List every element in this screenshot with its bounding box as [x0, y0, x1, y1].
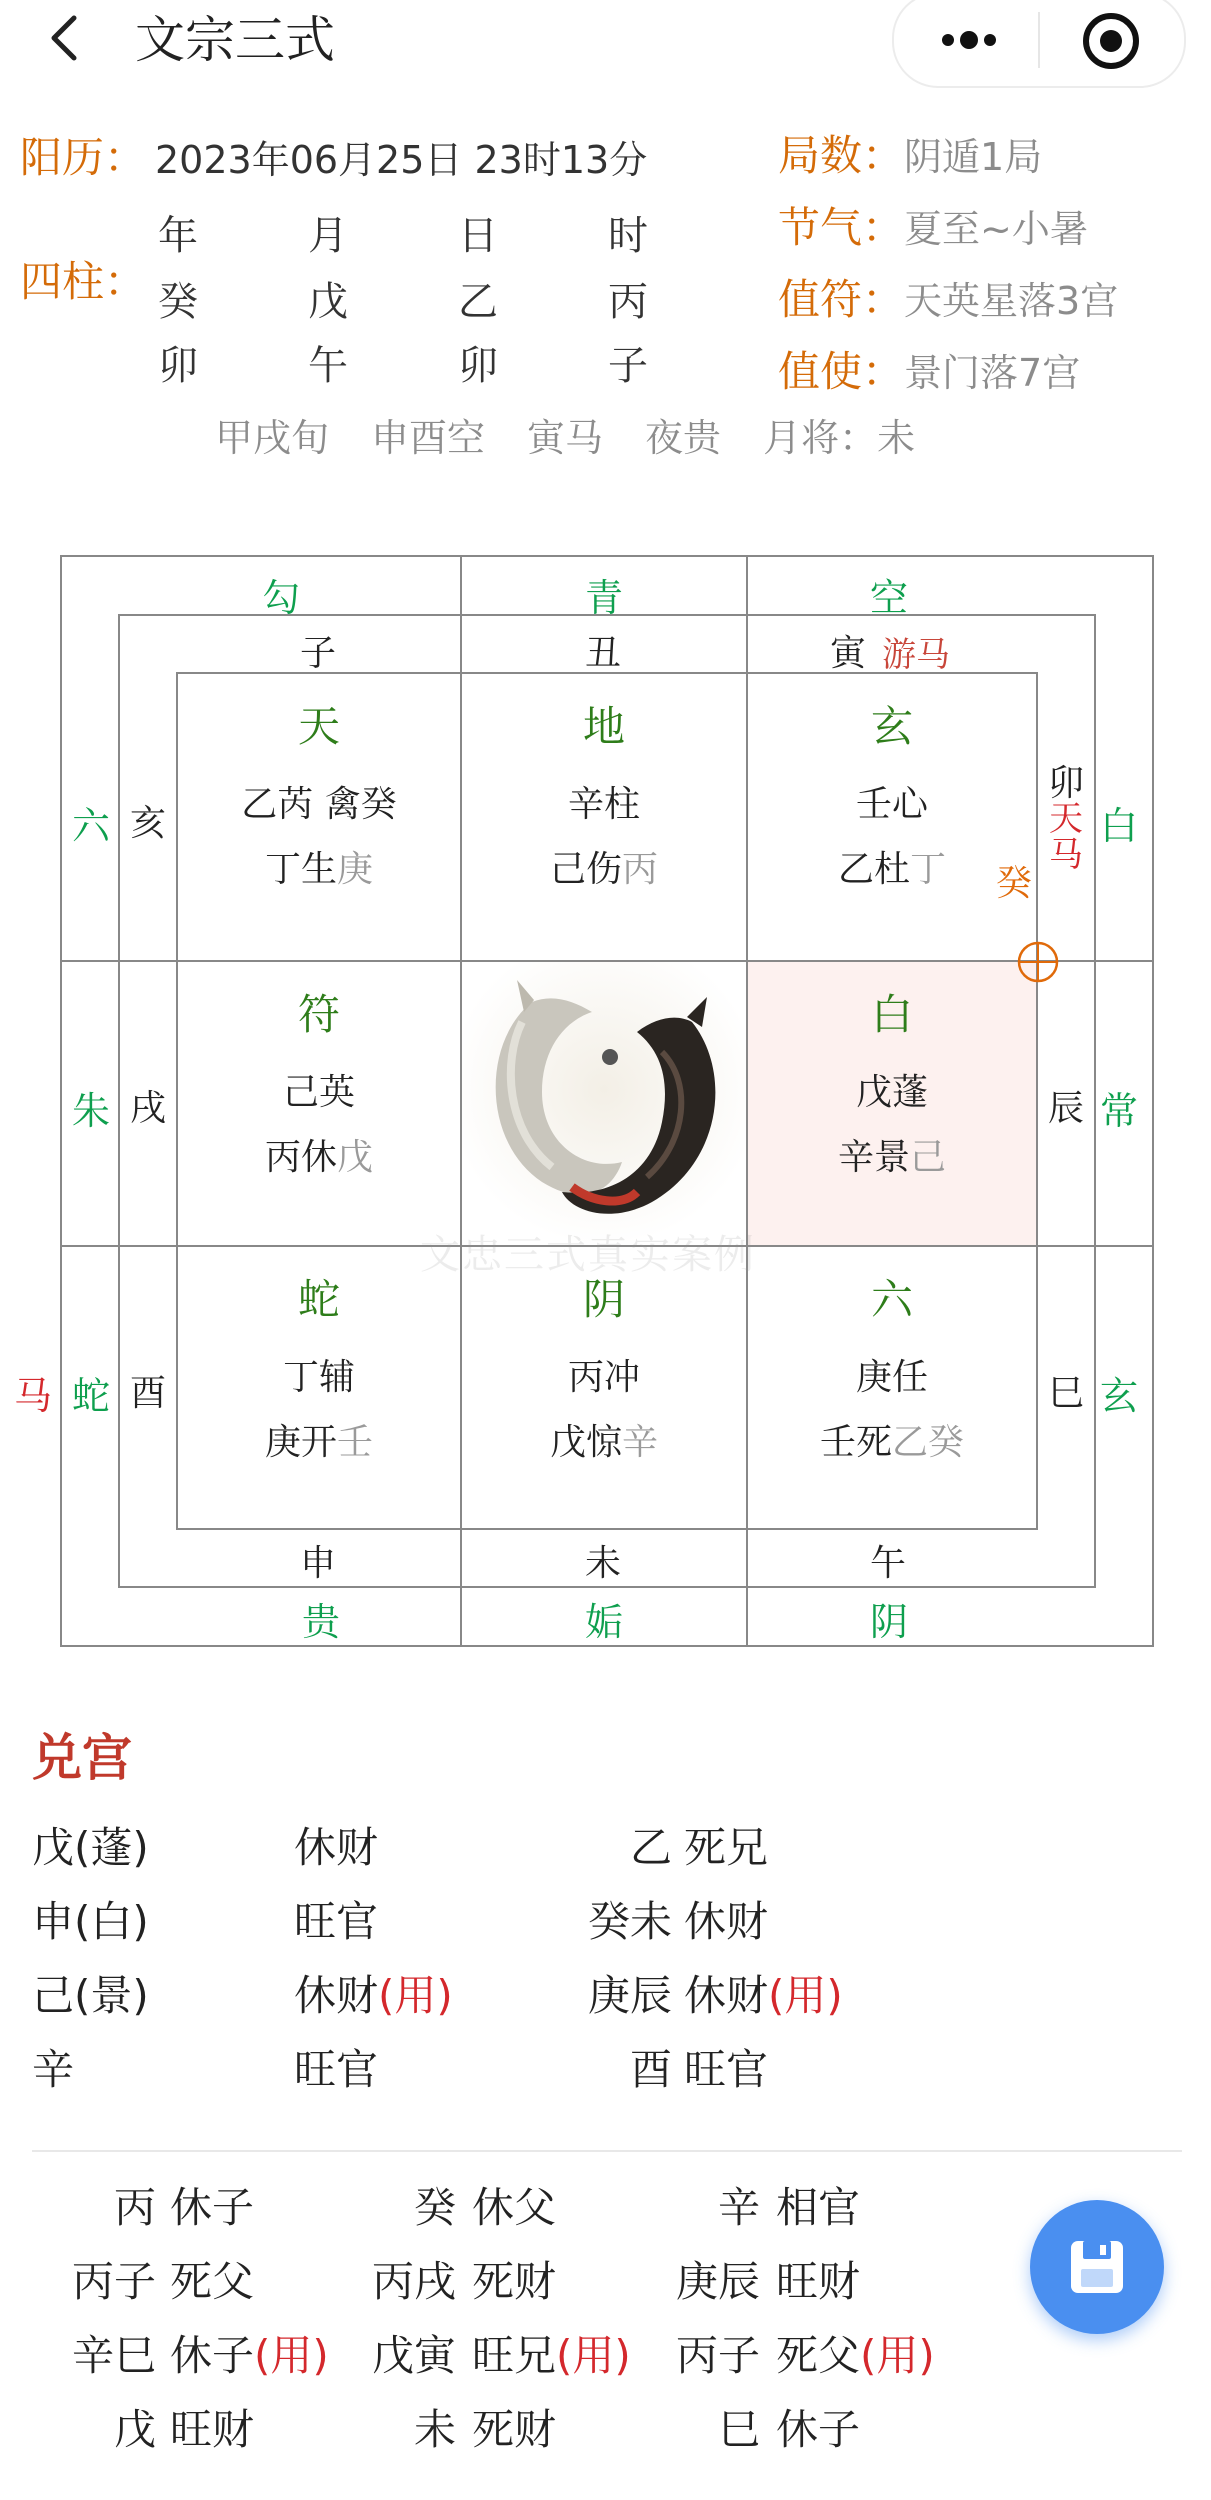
palace-row [32, 1968, 932, 2042]
palace-row-key2: 乙 [629, 1823, 672, 1872]
palace-line: 己伤丙 [549, 849, 659, 890]
palace-cell[interactable] [178, 674, 460, 960]
outer-right-god: 常 [1100, 1089, 1139, 1133]
xun-item: 申酉空 [371, 416, 486, 460]
relations-row [0, 2254, 1000, 2328]
pillar-branch: 卯 [158, 343, 198, 389]
more-button[interactable] [934, 18, 1004, 62]
relation-key: 辛巳 [71, 2331, 156, 2380]
palace-line: 乙芮 禽癸 [241, 784, 397, 825]
palace-cell[interactable] [462, 674, 746, 960]
zhifu-label: 值符： [778, 275, 905, 324]
branch-bottom: 未 [585, 1543, 622, 1584]
palace-row-val: 旺官 [294, 2045, 379, 2094]
palace-cell[interactable] [748, 1247, 1036, 1530]
xun-row [215, 410, 915, 466]
pillar-header: 月 [308, 213, 348, 259]
palace-row [32, 1894, 932, 1968]
palace-detail-table [32, 1820, 932, 2116]
horse-marker: 马 [14, 1374, 53, 1418]
watermark: 文忠三式真实案例 [420, 1232, 756, 1278]
solar-label: 阳历： [20, 133, 147, 182]
palace-line: 庚开壬 [264, 1422, 374, 1463]
xun-item: 甲戌旬 [215, 416, 330, 460]
xun-item: 寅马 [527, 416, 604, 460]
jieqi-value: 夏至~小暑 [904, 207, 1088, 251]
palace-title: 兑宫 [32, 1729, 132, 1787]
relation-key: 未 [413, 2405, 456, 2454]
zhifu-row [778, 272, 1118, 329]
divider [746, 1530, 748, 1647]
palace-god: 白 [870, 990, 913, 1039]
palace-line: 辛柱 [567, 784, 640, 825]
branch-left: 酉 [130, 1373, 167, 1414]
center-koi-image [462, 962, 746, 1245]
you-ma-label: 游马 [882, 635, 950, 675]
palace-row-key2: 癸未 [587, 1897, 672, 1946]
relations-table [0, 2180, 1000, 2476]
relation-val: 休父 [472, 2183, 557, 2232]
pillar-header: 时 [608, 213, 648, 259]
divider [460, 555, 462, 672]
relation-key: 庚辰 [675, 2257, 760, 2306]
palace-row [32, 2042, 932, 2116]
palace-line: 丁生庚 [264, 849, 374, 890]
outer-bottom-god: 阴 [870, 1600, 909, 1644]
xun-item: 夜贵 [645, 416, 722, 460]
palace-line: 丁辅 [282, 1357, 355, 1398]
pillar-header: 年 [158, 213, 198, 259]
pillar-stem: 癸 [158, 279, 198, 325]
palace-god: 玄 [870, 702, 913, 751]
outer-top-god: 青 [585, 576, 624, 620]
gui-marker: 癸 [996, 863, 1033, 904]
relation-key: 丙 [113, 2183, 156, 2232]
zhishi-value: 景门落7宫 [904, 351, 1081, 395]
page-title: 文宗三式 [135, 11, 335, 69]
palace-god: 阴 [582, 1275, 625, 1324]
relation-key: 戊寅 [371, 2331, 456, 2380]
zhishi-row [778, 344, 1080, 401]
branch-right: 辰 [1048, 1088, 1085, 1129]
palace-row-key: 申(白) [32, 1897, 149, 1946]
pillar-branch: 午 [308, 343, 348, 389]
palace-row-val2: 休财(用) [684, 1971, 843, 2020]
relations-row [0, 2328, 1000, 2402]
jieqi-row [778, 200, 1088, 257]
relation-key: 巳 [717, 2405, 760, 2454]
relation-val: 死父 [170, 2257, 255, 2306]
ju-label: 局数： [778, 131, 905, 180]
branch-right: 巳 [1048, 1373, 1085, 1414]
relation-key: 丙戌 [371, 2257, 456, 2306]
palace-cell[interactable] [178, 1247, 460, 1530]
palace-row-val: 休财 [294, 1823, 379, 1872]
palace-line: 辛景己 [837, 1137, 947, 1178]
relation-key: 辛 [717, 2183, 760, 2232]
palace-cell[interactable] [462, 1247, 746, 1530]
pillar-branch: 卯 [458, 343, 498, 389]
capsule-divider [1038, 12, 1040, 68]
outer-left-god: 六 [72, 804, 111, 848]
pillar-stem: 丙 [608, 279, 648, 325]
palace-god: 符 [297, 990, 340, 1039]
qimen-board [0, 555, 1211, 1665]
branch-left: 戌 [130, 1088, 167, 1129]
palace-row-val2: 死兄 [684, 1823, 769, 1872]
zhifu-value: 天英星落3宫 [904, 279, 1119, 323]
pillars-label: 四柱： [20, 257, 147, 306]
relation-val: 死财 [472, 2405, 557, 2454]
outer-bottom-god: 姤 [585, 1600, 624, 1644]
zhishi-label: 值使： [778, 347, 905, 396]
palace-row-val2: 休财 [684, 1897, 769, 1946]
relation-val: 相官 [776, 2183, 861, 2232]
palace-line: 丙冲 [567, 1357, 640, 1398]
branch-right: 卯 [1048, 763, 1085, 804]
palace-line: 己英 [282, 1072, 355, 1113]
mini-program-capsule [892, 0, 1186, 88]
tian-ma-label: 天马 [1049, 799, 1083, 875]
relation-key: 癸 [413, 2183, 456, 2232]
palace-line: 乙杜丁 [837, 849, 947, 890]
outer-left-god: 蛇 [72, 1374, 111, 1418]
palace-line: 丙休戊 [264, 1137, 374, 1178]
palace-line: 庚任 [855, 1357, 928, 1398]
more-dots-icon [934, 18, 1004, 62]
palace-row-key2: 庚辰 [587, 1971, 672, 2020]
branch-bottom: 午 [870, 1543, 907, 1584]
branch-left: 亥 [130, 803, 167, 844]
relation-key: 丙子 [675, 2331, 760, 2380]
palace-row [32, 1820, 932, 1894]
pillar-stem: 乙 [458, 279, 498, 325]
relations-row [0, 2180, 1000, 2254]
palace-row-val: 旺官 [294, 1897, 379, 1946]
palace-row-key2: 酉 [629, 2045, 672, 2094]
palace-row-val: 休财(用) [294, 1971, 453, 2020]
divider [746, 555, 748, 672]
palace-god: 六 [870, 1275, 913, 1324]
outer-top-god: 勾 [262, 576, 301, 620]
pillar-header: 日 [458, 213, 498, 259]
pillar-stem: 戊 [308, 279, 348, 325]
back-arrow-icon [40, 10, 96, 66]
branch-bottom: 申 [300, 1543, 337, 1584]
palace-line: 戊惊辛 [549, 1422, 659, 1463]
palace-line: 戊蓬 [855, 1072, 928, 1113]
palace-cell[interactable] [748, 674, 1036, 960]
palace-cell-highlighted[interactable] [748, 962, 1036, 1245]
save-button[interactable] [1030, 2200, 1164, 2334]
palace-god: 蛇 [297, 1275, 340, 1324]
branch-top: 寅 [830, 633, 867, 674]
palace-row-key: 辛 [32, 2045, 75, 2094]
xun-item: 月将：未 [763, 416, 916, 460]
outer-right-god: 玄 [1100, 1374, 1139, 1418]
back-button[interactable] [40, 10, 96, 66]
relation-val: 旺财 [170, 2405, 255, 2454]
palace-line: 壬死乙癸 [819, 1422, 965, 1463]
save-floppy-icon [1067, 2237, 1127, 2297]
pillar-branch: 子 [608, 343, 648, 389]
palace-row-key: 戊(蓬) [32, 1823, 149, 1872]
jieqi-label: 节气： [778, 203, 905, 252]
ju-row [778, 128, 1042, 185]
target-circle-icon [1080, 10, 1142, 72]
divider [460, 1530, 462, 1647]
palace-god: 天 [297, 702, 340, 751]
outer-bottom-god: 贵 [302, 1600, 341, 1644]
relations-row [0, 2402, 1000, 2476]
ju-value: 阴遁1局 [904, 135, 1043, 179]
solar-value: 2023年06月25日 23时13分 [155, 138, 648, 182]
palace-line: 壬心 [855, 784, 928, 825]
outer-top-god: 空 [870, 576, 909, 620]
relation-val: 休子(用) [170, 2331, 329, 2380]
relation-val: 旺兄(用) [472, 2331, 631, 2380]
relation-val: 旺财 [776, 2257, 861, 2306]
relation-val: 死父(用) [776, 2331, 935, 2380]
relation-key: 丙子 [71, 2257, 156, 2306]
outer-right-god: 白 [1100, 804, 1139, 848]
close-miniprogram-button[interactable] [1080, 10, 1142, 72]
palace-god: 地 [582, 702, 625, 751]
branch-top: 丑 [585, 633, 622, 674]
palace-row-key: 己(景) [32, 1971, 149, 2020]
outer-left-god: 朱 [72, 1089, 111, 1133]
pillars-table [148, 208, 658, 394]
section-divider [32, 2150, 1182, 2152]
branch-top: 子 [300, 633, 337, 674]
relation-key: 戊 [113, 2405, 156, 2454]
relation-val: 休子 [170, 2183, 255, 2232]
palace-row-val2: 旺官 [684, 2045, 769, 2094]
relation-val: 休子 [776, 2405, 861, 2454]
palace-cell[interactable] [178, 962, 460, 1245]
relation-val: 死财 [472, 2257, 557, 2306]
